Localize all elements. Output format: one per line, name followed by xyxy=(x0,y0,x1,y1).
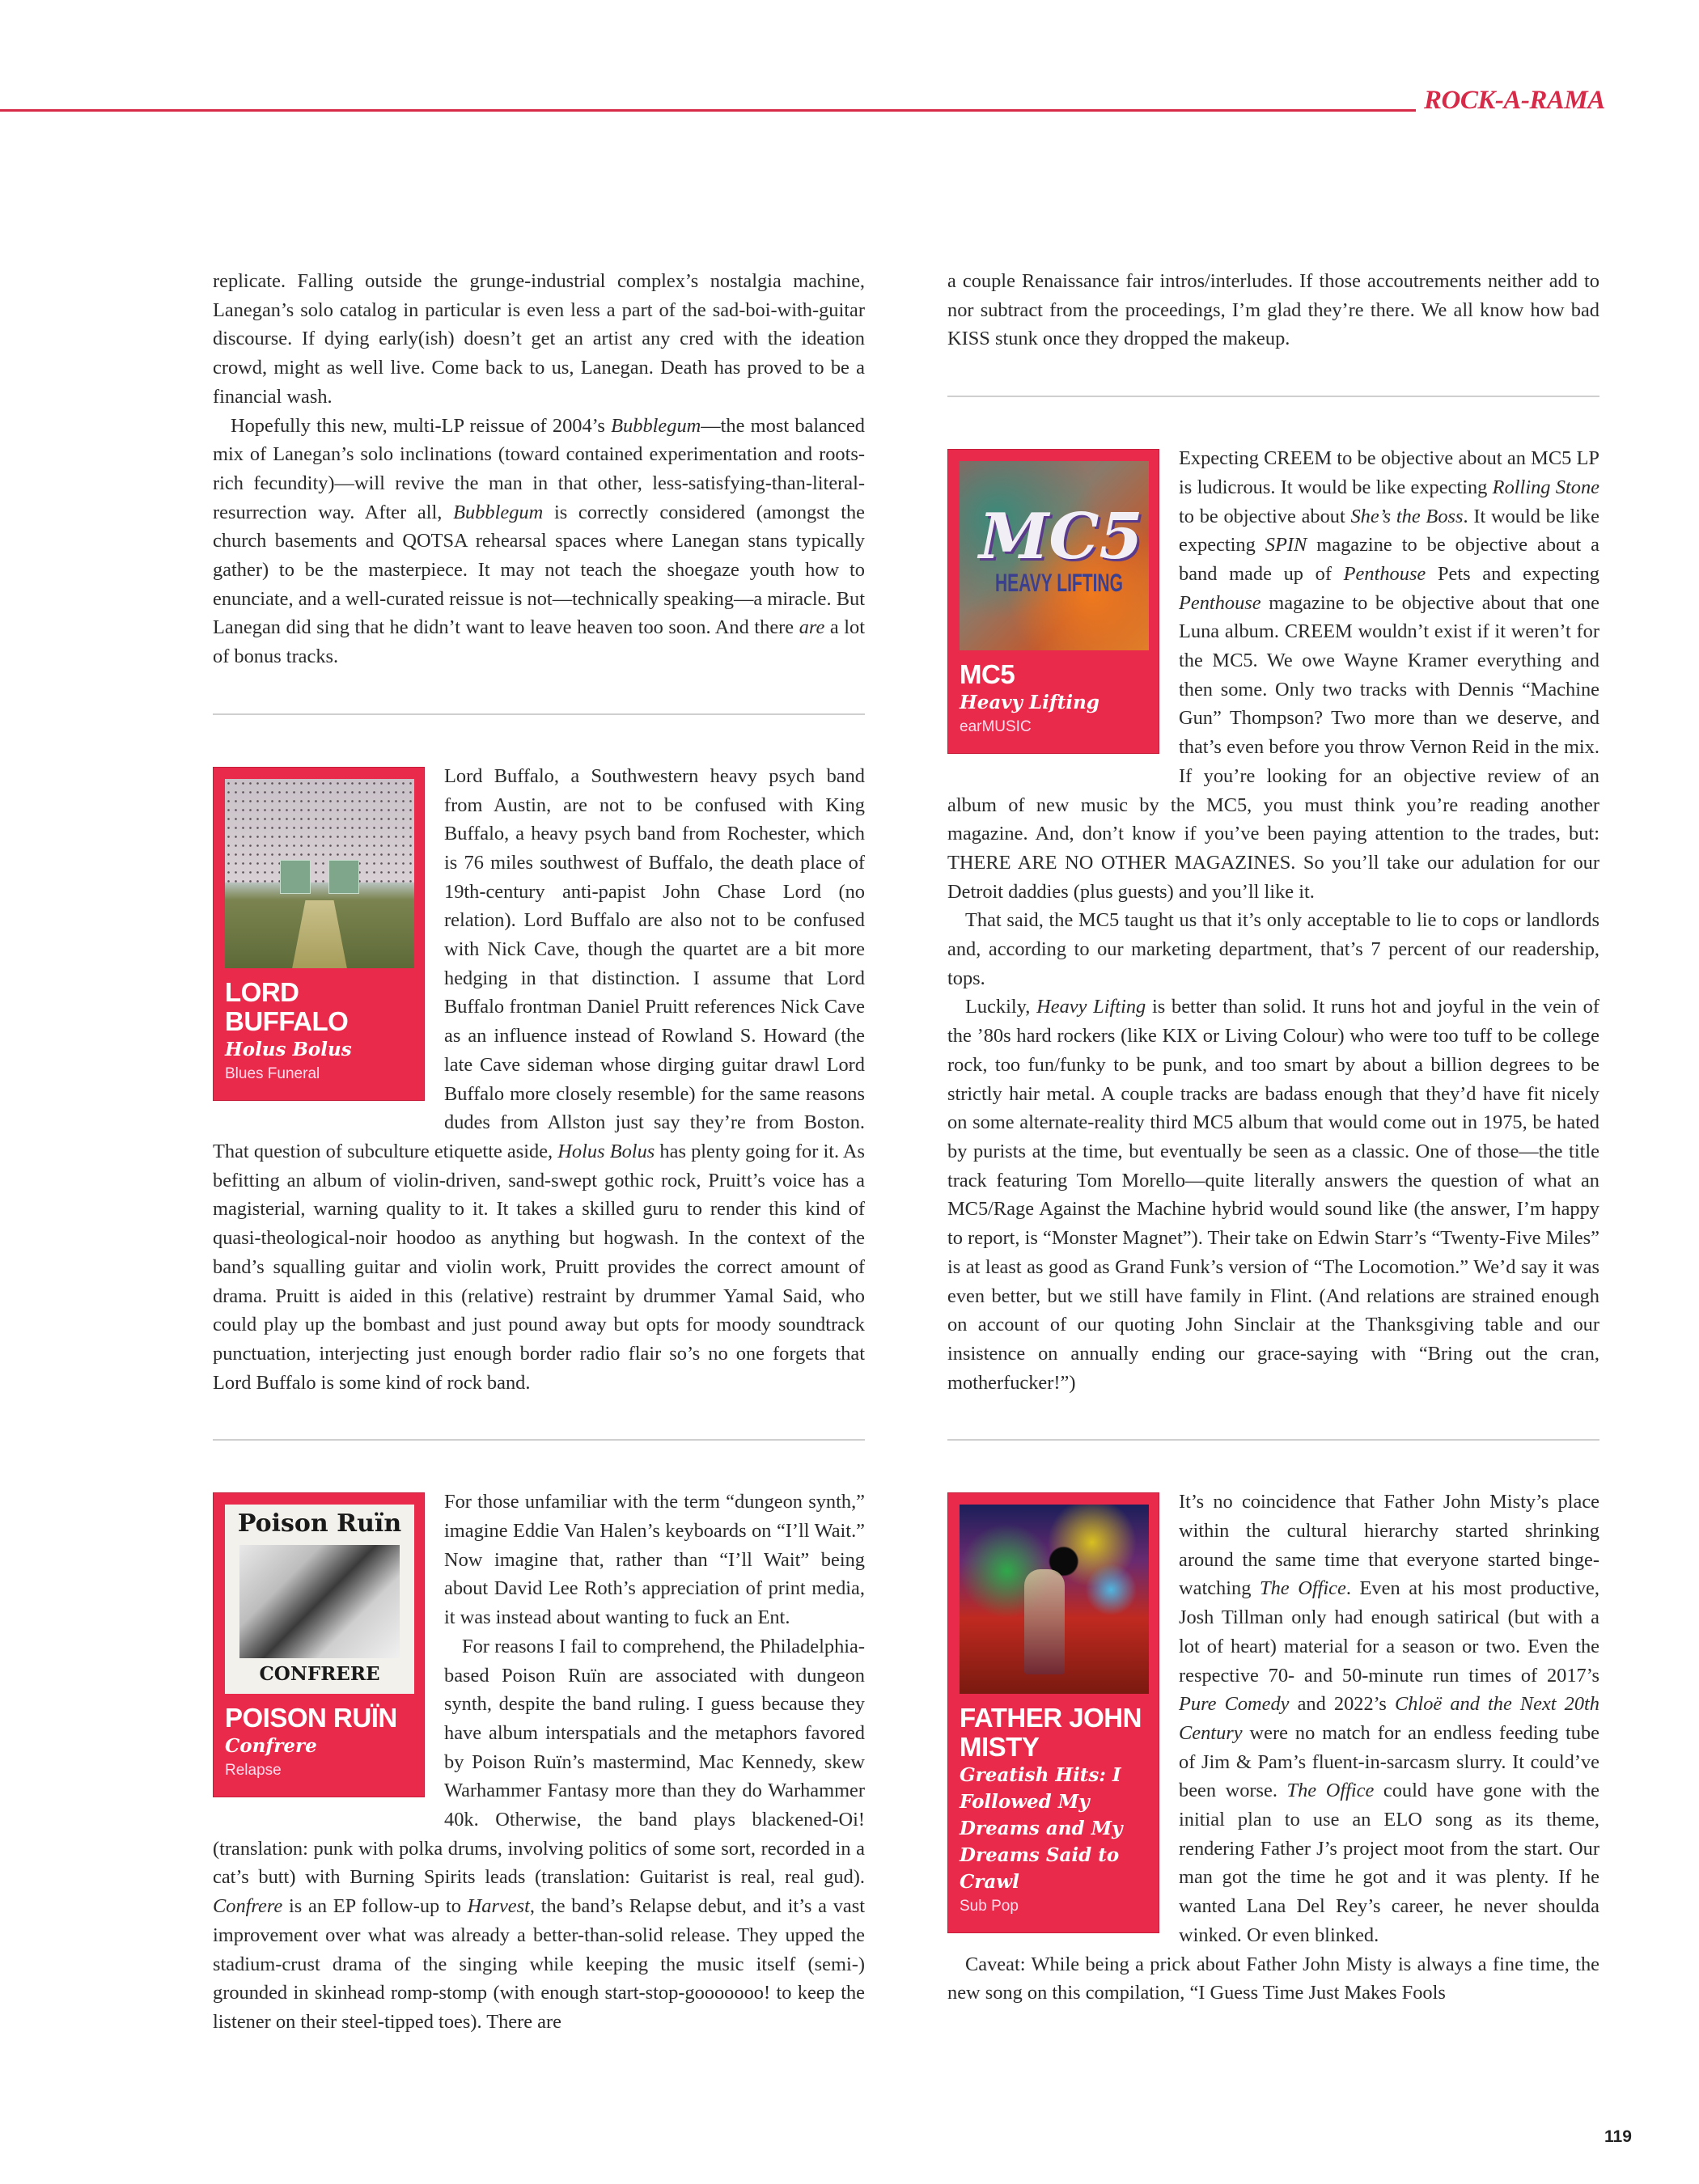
italic-title: Harvest xyxy=(467,1895,530,1918)
italic-title: Penthouse xyxy=(1179,591,1261,614)
artist-name: MC5 xyxy=(960,659,1015,690)
italic-title: Chloë and the Next 20th Century xyxy=(1179,1693,1599,1744)
text-run: is correctly considered (amongst the church basements and QOTSA rehearsal spaces where Lanegan stans typically gather) to be the masterpiece. It may not teach the shoegaze youth how to enunciate, and a well-curated reissue is not—technically speaking—a miracle. But Lanegan did sing that he didn’t want to leave heaven too soon. And there xyxy=(213,501,865,639)
section-title: ROCK-A-RAMA xyxy=(1424,86,1605,115)
italic-title: The Office xyxy=(1286,1780,1375,1802)
text-run: magazine to be objective about that one Luna album. CREEM wouldn’t exist if it weren’t for the MC5. We owe Wayne Kramer everything and then some. Only two tracks with Dennis “Machine Gun” Thompson? Two more than we deserve, and that’s even before you throw Vernon Reid in the mix. If you’re looking for an objective review of an album of new music by the MC5, you must think you’re reading another magazine. And, don’t know if you’ve been paying attention to the trades, but: THERE ARE NO OTHER MAGAZINES. So you’ll take our adulation for our Detroit daddies (plus guests) and you’ll like it. xyxy=(947,591,1599,903)
artist-name: FATHER JOHN MISTY xyxy=(960,1703,1142,1763)
text-run: Pets and expecting xyxy=(1426,562,1599,585)
section-divider xyxy=(213,713,865,715)
italic-title: Holus Bolus xyxy=(557,1140,655,1162)
cover-subtitle: CONFRERE xyxy=(259,1663,380,1686)
header-rule xyxy=(0,109,1416,112)
text-run: Lord Buffalo, a Southwestern heavy psych band from Austin, are not to be confused with King Buffalo, a heavy psych band from Rochester, which is 76 miles southwest of Buffalo, the death place of 19th-century anti-papist John Chase Lord (no relation). Lord Buffalo are also not to be confused with Nick Cave, though the quartet are a bit more hedging in that distinction. I assume that Lord Buffalo frontman Daniel Pruitt references Nick Cave as an influence instead of Rowland S. Howard (the late Cave sideman whose dirging guitar drawl Lord Buffalo more closely resemble) for the same reasons dudes from Allston just say they’re from Boston. That question of subculture etiquette aside, xyxy=(213,764,865,1162)
text-run: were no match for an endless feeding tube of Jim & Pam’s fluent-in-sarcasm slurry. It could’ve been worse. xyxy=(1179,1721,1599,1802)
text-run: Luckily, xyxy=(965,996,1037,1018)
cover-monolith xyxy=(280,860,311,894)
left-column xyxy=(213,267,865,2037)
record-label: Blues Funeral xyxy=(225,1064,320,1082)
text-run: and 2022’s xyxy=(1289,1693,1395,1716)
review-section xyxy=(947,1488,1599,2008)
section-divider xyxy=(947,1439,1599,1441)
italic-title: Penthouse xyxy=(1343,562,1426,585)
body-paragraph xyxy=(213,412,865,671)
italic-title: The Office xyxy=(1260,1577,1346,1600)
text-run: is an EP follow-up to xyxy=(282,1895,468,1918)
artist-name: POISON RUÏN xyxy=(225,1703,397,1733)
review-section xyxy=(213,1488,865,2036)
page-number: 119 xyxy=(1604,2127,1632,2146)
italic-title: are xyxy=(799,616,825,639)
review-section xyxy=(947,267,1599,353)
album-cover-art xyxy=(960,1505,1149,1694)
body-paragraph xyxy=(947,1950,1599,2008)
album-title: Heavy Lifting xyxy=(960,692,1099,714)
italic-title: She’s the Boss xyxy=(1350,505,1464,527)
section-divider xyxy=(947,396,1599,397)
body-paragraph xyxy=(947,267,1599,353)
text-run: a couple Renaissance fair intros/interludes. If those accoutrements neither add to nor subtract from the proceedings, I’m glad they’re there. We all know how bad KISS stunk once they dropped the makeup. xyxy=(947,270,1599,350)
cover-subtitle: HEAVY LIFTING xyxy=(995,569,1123,598)
album-title: Confrere xyxy=(225,1735,317,1758)
cover-image xyxy=(239,1545,400,1658)
italic-title: Bubblegum xyxy=(453,501,544,523)
text-run: to be objective about xyxy=(1179,505,1351,527)
text-run: magazine to be objective about a band made up of xyxy=(1179,534,1599,585)
italic-title: Pure Comedy xyxy=(1179,1693,1290,1716)
text-run: For those unfamiliar with the term “dungeon synth,” imagine Eddie Van Halen’s keyboards on “I’ll Wait.” Now imagine that, rather than “I’ll Wait” being about David Lee Roth’s appreciation of print media, it was instead about wanting to fuck an Ent. xyxy=(444,1491,865,1629)
record-label: Sub Pop xyxy=(960,1898,1019,1915)
review-section xyxy=(947,444,1599,1397)
text-run: . It would be like expecting xyxy=(1179,505,1599,557)
text-run: Expecting CREEM to be objective about an MC5 LP is ludicrous. It would be like expecting xyxy=(1179,447,1599,498)
text-run: Caveat: While being a prick about Father John Misty is always a fine time, the new song on this compilation, “I Guess Time Just Makes Fools xyxy=(947,1953,1599,2004)
album-title: Greatish Hits: I Followed My Dreams and My Dreams Said to Crawl xyxy=(960,1764,1123,1894)
record-label: earMUSIC xyxy=(960,718,1032,736)
album-cover-art xyxy=(225,1505,414,1694)
body-paragraph xyxy=(947,993,1599,1397)
body-paragraph xyxy=(947,906,1599,993)
right-column xyxy=(947,267,1599,2008)
italic-title: SPIN xyxy=(1265,534,1307,557)
text-run: , the band’s Relapse debut, and it’s a vast improvement over what was already a better-than-solid release. They upped the stadium-crust drama of the singing while keeping the music itself (semi-) grounded in skinhead romp-stomp (with enough start-stop-gooooooo! to keep the listener on their steel-tipped toes). There are xyxy=(213,1895,865,2033)
text-run: is better than solid. It runs hot and joyful in the vein of the ’80s hard rockers (like KIX or Living Colour) who were too tuff to be college rock, too fun/funky to be punk, and too smart by about a billion degrees to be strictly hair metal. A couple tracks are badass enough that they’d have fit nicely on some alternate-reality third MC5 album that would come out in 1975, be hated by purists at the time, but eventually be seen as a classic. One of those—the title track featuring Tom Morello—quite literally answers the question of what an MC5/Rage Against the Machine hybrid would sound like (the answer, I’m happy to report, is “Monster Magnet”). Their take on Edwin Starr’s “Twenty-Five Miles” is at least as good as Grand Funk’s version of “The Locomotion.” We’d say it was even better, but we still have family in Flint. (And relations are strained enough on account of our quoting John Sinclair at the Thanksgiving table and our insistence on annually ending our grace-saying with “Bring out the cran, motherfucker!”) xyxy=(947,996,1599,1394)
album-cover-art xyxy=(960,461,1149,650)
record-label: Relapse xyxy=(225,1762,282,1780)
text-run: That said, the MC5 taught us that it’s only acceptable to lie to cops or landlords and, according to our marketing department, that’s 7 percent of our readership, tops. xyxy=(947,909,1599,989)
text-run: Hopefully this new, multi-LP reissue of 2004’s xyxy=(231,414,612,437)
cover-logo: MC5 xyxy=(979,500,1143,574)
album-info-box xyxy=(213,1492,425,1797)
text-run: could have gone with the initial plan to use an ELO song as its theme, rendering Father J’s project moot from the start. Our man got the time he got and it was plenty. If he wanted Lana Del Rey’s career, he never shoulda winked. Or even blinked. xyxy=(1179,1780,1599,1946)
artist-name: LORD BUFFALO xyxy=(225,976,349,1036)
cover-figure xyxy=(1024,1569,1065,1674)
text-run: has plenty going for it. As befitting an album of violin-driven, sand-swept gothic rock, Pruitt’s voice has a magisterial, warning quality to it. It takes a skilled guru to render this kind of quasi-theological-noir hoodoo as anything but hogwash. In the context of the band’s squalling guitar and violin work, Pruitt provides the correct amount of drama. Pruitt is aided in this (relative) restraint by drummer Yamal Said, who could play up the bombast and just pound away but opts for moody soundtrack punctuation, interjecting just enough border radio flair so’s no one forgets that Lord Buffalo is some kind of rock band. xyxy=(213,1140,865,1394)
italic-title: Bubblegum xyxy=(611,414,701,437)
review-section xyxy=(213,762,865,1397)
body-paragraph xyxy=(213,267,865,412)
text-run: replicate. Falling outside the grunge-industrial complex’s nostalgia machine, Lanegan’s solo catalog in particular is even less a part of the sad-boi-with-guitar discourse. If dying early(ish) doesn’t get an artist any cred with the ideation crowd, might as well live. Come back to us, Lanegan. Death has proved to be a financial wash. xyxy=(213,270,865,408)
italic-title: Heavy Lifting xyxy=(1036,996,1146,1018)
italic-title: Confrere xyxy=(213,1895,283,1918)
album-cover-art xyxy=(225,779,414,968)
text-run: a lot of bonus tracks. xyxy=(213,616,865,668)
cover-monolith xyxy=(328,860,359,894)
section-divider xyxy=(213,1439,865,1441)
text-run: It’s no coincidence that Father John Misty’s place within the cultural hierarchy started shrinking around the same time that everyone started binge-watching xyxy=(1179,1491,1599,1600)
text-run: —the most balanced mix of Lanegan’s solo inclinations (toward contained experimentation and roots-rich fecundity)—will revive the man in that other, less-satisfying-than-literal-resurrection way. After all, xyxy=(213,414,865,523)
review-section xyxy=(213,267,865,671)
text-run: . Even at his most productive, Josh Tillman only had enough satirical (but with a lot of heart) material for a season or two. Even the respective 70- and 50-minute run times of 2017’s xyxy=(1179,1577,1599,1687)
italic-title: Rolling Stone xyxy=(1492,476,1599,498)
album-info-box xyxy=(213,767,425,1101)
text-run: For reasons I fail to comprehend, the Philadelphia-based Poison Ruïn are associated with dungeon synth, despite the band ruling. I guess because they have album interspatials and the metaphors favored by Poison Ruïn’s mastermind, Mac Kennedy, skew Warhammer Fantasy more than they do Warhammer 40k. Otherwise, the band plays blackened-Oi! (translation: punk with polka drums, involving politics of some sort, recorded in a cat’s butt) with Burning Spirits leads (translation: Guitarist is real, real gud). xyxy=(213,1635,865,1889)
album-info-box xyxy=(947,449,1159,754)
cover-logo: Poison Ruïn xyxy=(237,1509,402,1539)
album-title: Holus Bolus xyxy=(225,1038,352,1060)
album-info-box xyxy=(947,1492,1159,1933)
